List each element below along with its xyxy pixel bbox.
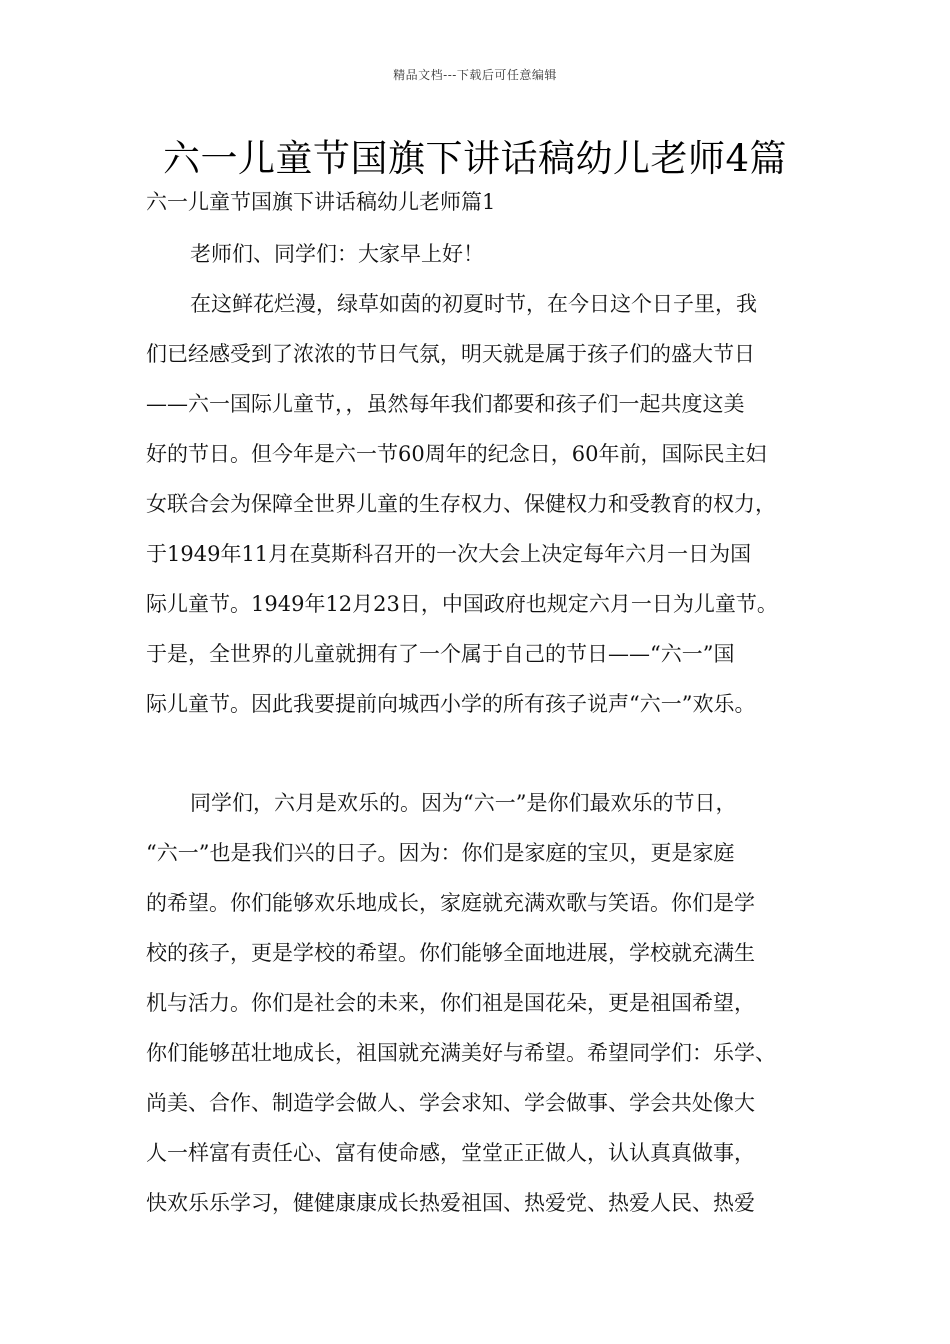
body-line: 你们能够茁壮地成长，祖国就充满美好与希望。希望同学们：乐学、 <box>146 1041 776 1065</box>
body-line: 同学们，六月是欢乐的。因为“六一”是你们最欢乐的节日， <box>190 791 737 815</box>
body-line: 们已经感受到了浓浓的节日气氛，明天就是属于孩子们的盛大节日 <box>146 342 755 366</box>
body-line: 际儿童节。因此我要提前向城西小学的所有孩子说声“六一”欢乐。 <box>146 692 756 716</box>
body-line: 的希望。你们能够欢乐地成长，家庭就充满欢歌与笑语。你们是学 <box>146 891 755 915</box>
document-title: 六一儿童节国旗下讲话稿幼儿老师4篇 <box>162 137 788 180</box>
body-line: 在这鲜花烂漫，绿草如茵的初夏时节，在今日这个日子里，我 <box>190 292 757 316</box>
body-line: 际儿童节。1949年12月23日，中国政府也规定六月一日为儿童节。 <box>146 592 778 616</box>
section-heading: 六一儿童节国旗下讲话稿幼儿老师篇1 <box>146 190 496 214</box>
body-line: 好的节日。但今年是六一节60周年的纪念日，60年前，国际民主妇 <box>146 442 767 466</box>
header-note: 精品文档---下载后可任意编辑 <box>393 68 557 82</box>
body-line: “六一”也是我们兴的日子。因为：你们是家庭的宝贝，更是家庭 <box>146 841 735 865</box>
body-line: 快欢乐乐学习，健健康康成长热爱祖国、热爱党、热爱人民、热爱 <box>146 1191 755 1215</box>
body-line: ——六一国际儿童节，，虽然每年我们都要和孩子们一起共度这美 <box>146 392 745 416</box>
body-line: 女联合会为保障全世界儿童的生存权力、保健权力和受教育的权力， <box>146 492 776 516</box>
body-line: 机与活力。你们是社会的未来，你们祖是国花朵，更是祖国希望， <box>146 991 755 1015</box>
body-line: 老师们、同学们：大家早上好！ <box>190 242 484 266</box>
body-line: 校的孩子，更是学校的希望。你们能够全面地进展，学校就充满生 <box>146 941 755 965</box>
body-line: 尚美、合作、制造学会做人、学会求知、学会做事、学会共处像大 <box>146 1091 755 1115</box>
body-line: 于是，全世界的儿童就拥有了一个属于自己的节日——“六一”国 <box>146 642 735 666</box>
body-line: 人一样富有责任心、富有使命感，堂堂正正做人，认认真真做事， <box>146 1141 755 1165</box>
body-line: 于1949年11月在莫斯科召开的一次大会上决定每年六月一日为国 <box>146 542 752 566</box>
